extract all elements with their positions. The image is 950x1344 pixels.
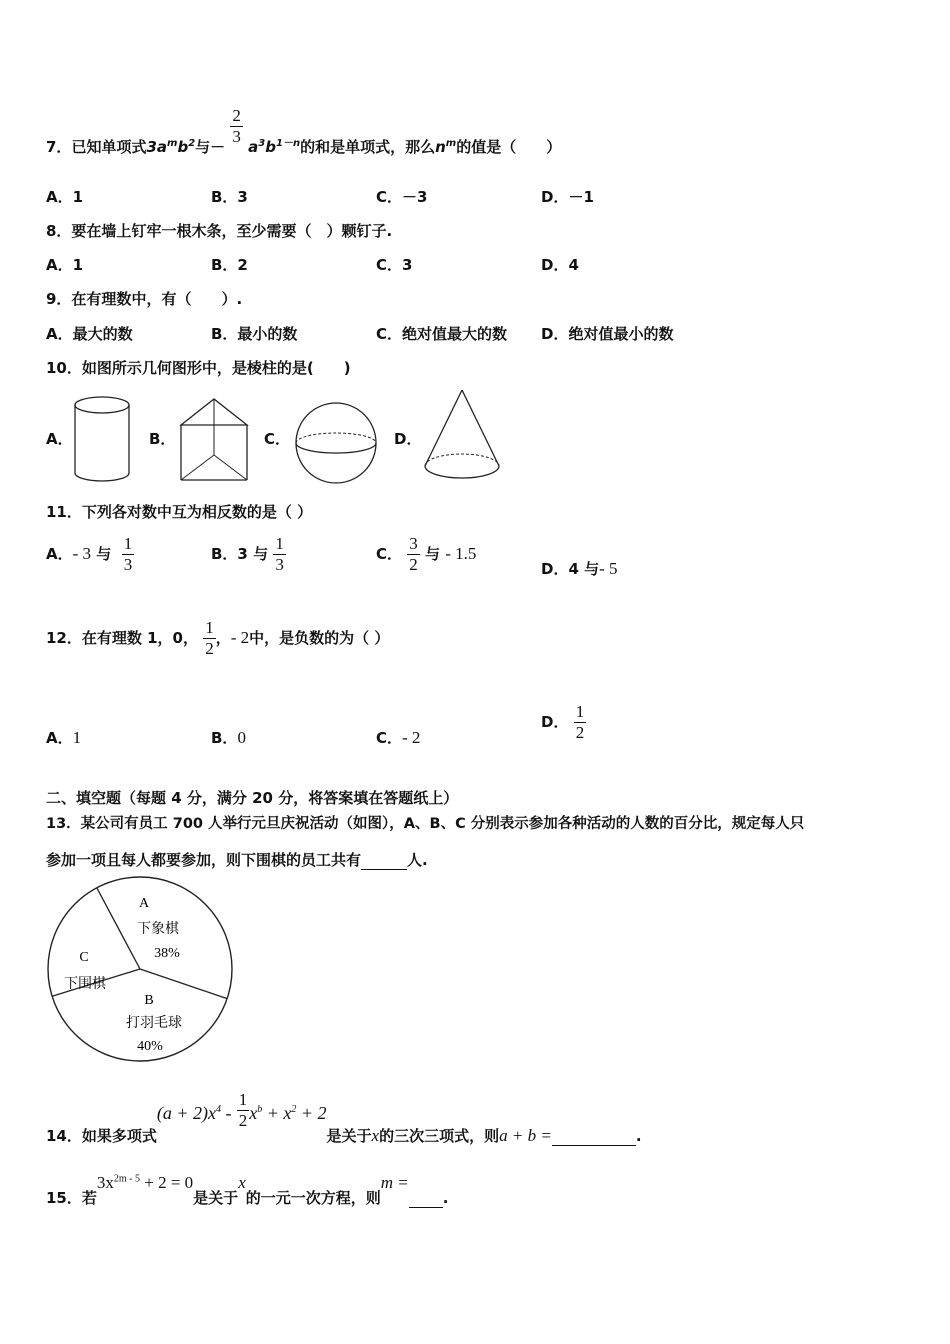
q11-option-d[interactable]: D．4 与- 5	[541, 559, 618, 578]
question-12: 12．在有理数 1，0， $\frac{1}{2}$ ，- 2中，是负数的为（ ）	[46, 618, 390, 658]
question-10: 10．如图所示几何图形中，是棱柱的是( )	[46, 359, 351, 377]
q7-option-d[interactable]: D．－1	[541, 188, 594, 206]
answer-blank[interactable]	[552, 1127, 636, 1146]
slice-a-name: 下象棋	[137, 922, 179, 937]
q12-option-c[interactable]: C．- 2	[376, 728, 421, 747]
q8-option-d[interactable]: D．4	[541, 256, 579, 274]
answer-blank[interactable]	[409, 1189, 443, 1208]
q12-option-d[interactable]: D． $\frac{1}{2}$	[541, 702, 585, 742]
q9-option-b[interactable]: B．最小的数	[211, 325, 298, 343]
q8-option-a[interactable]: A．1	[46, 256, 84, 274]
q8-option-c[interactable]: C．3	[376, 256, 413, 274]
question-15: 15．若$3x^{2m - 5} + 2 = 0$是关于x的一元一次方程，则m = .	[46, 1173, 449, 1207]
triangular-prism-icon[interactable]	[176, 395, 252, 485]
q12-option-a[interactable]: A．1	[46, 728, 82, 747]
slice-c-name: 下围棋	[64, 977, 106, 992]
fraction-3-2: $\frac{3}{2}$	[409, 534, 418, 574]
q10-option-b-label[interactable]: B．	[149, 430, 176, 448]
question-9: 9．在有理数中，有（ ）.	[46, 290, 243, 308]
cone-icon[interactable]	[420, 386, 504, 486]
slice-a-letter: A	[138, 896, 150, 911]
fraction-1-2: $\frac{1}{2}$	[238, 1090, 248, 1130]
question-7: 7．已知单项式$3a^mb^2$与－ $\frac{2}{3}$ $a^3b^{1-n}$的和是单项式，那么$n^m$的值是（ ）	[46, 106, 562, 156]
q10-option-a-label[interactable]: A．	[46, 430, 73, 448]
cylinder-icon[interactable]	[70, 395, 134, 485]
question-13-line2: 参加一项且每人都要参加，则下围棋的员工共有 人.	[46, 851, 428, 869]
q11-option-c[interactable]: C． $\frac{3}{2}$ 与 - 1.5	[376, 534, 477, 574]
q8-option-b[interactable]: B．2	[211, 256, 248, 274]
q7-option-a[interactable]: A．1	[46, 188, 84, 206]
sphere-icon[interactable]	[292, 402, 380, 484]
slice-a-percent: 38%	[154, 946, 180, 961]
slice-c-letter: C	[79, 950, 89, 965]
question-11: 11．下列各对数中互为相反数的是（ ）	[46, 503, 313, 521]
q10-option-c-label[interactable]: C．	[264, 430, 291, 448]
section-heading: 二、填空题（每题 4 分，满分 20 分，将答案填在答题纸上）	[46, 789, 459, 807]
q9-option-c[interactable]: C．绝对值最大的数	[376, 325, 508, 343]
q9-option-a[interactable]: A．最大的数	[46, 325, 133, 343]
question-8: 8．要在墙上钉牢一根木条，至少需要（ ）颗钉子.	[46, 222, 393, 240]
q7-option-c[interactable]: C．－3	[376, 188, 428, 206]
slice-b-name: 打羽毛球	[126, 1016, 182, 1031]
q12-option-b[interactable]: B．0	[211, 728, 246, 747]
fraction-1-3: $\frac{1}{3}$	[275, 534, 284, 574]
slice-b-letter: B	[144, 993, 154, 1008]
slice-b-percent: 40%	[137, 1039, 163, 1054]
fraction-1-2: $\frac{1}{2}$	[205, 618, 214, 658]
q11-option-a[interactable]: A．- 3 与 $\frac{1}{3}$	[46, 534, 133, 574]
pie-chart	[40, 876, 240, 1066]
q7-option-b[interactable]: B．3	[211, 188, 248, 206]
q11-option-b[interactable]: B．3 与 $\frac{1}{3}$	[211, 534, 284, 574]
q10-option-d-label[interactable]: D．	[394, 430, 422, 448]
fraction-1-2: $\frac{1}{2}$	[575, 702, 585, 742]
answer-blank[interactable]	[361, 851, 407, 870]
q9-option-d[interactable]: D．绝对值最小的数	[541, 325, 674, 343]
fraction-1-3: $\frac{1}{3}$	[123, 534, 133, 574]
pie-divider-a	[97, 888, 140, 969]
fraction-2-3: $\frac{2}{3}$	[232, 106, 241, 146]
question-13-line1: 13．某公司有员工 700 人举行元旦庆祝活动（如图），A、B、C 分别表示参加各种活动的人数的百分比，规定每人只	[46, 816, 805, 832]
question-14: 14．如果多项式$(a + 2)x^4$ - $\frac{1}{2}$ $x^b + x^2 + 2$是关于x的三次三项式，则a + b = .	[46, 1090, 642, 1145]
